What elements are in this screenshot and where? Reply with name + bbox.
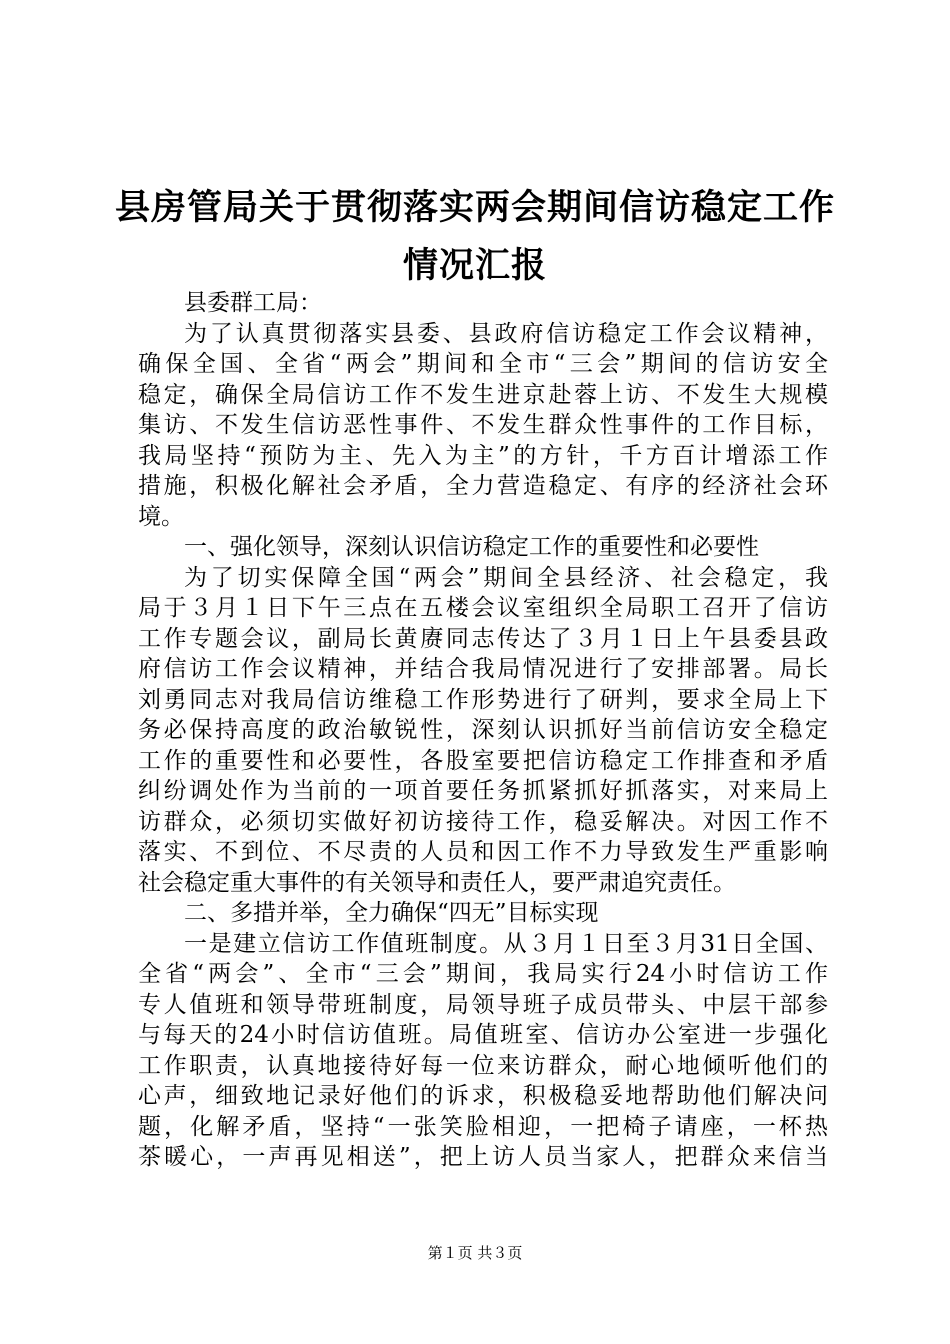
section-heading-2: 二、多措并举，全力确保“四无”目标实现 bbox=[184, 900, 599, 926]
body-line: 集访、不发生信访恶性事件、不发生群众性事件的工作目标， bbox=[138, 412, 828, 438]
salutation-line: 县委群工局： bbox=[184, 290, 322, 316]
body-line: 全省“两会”、全市“三会”期间，我局实行24小时信访工作 bbox=[138, 961, 828, 987]
page-footer: 第１页 共３页 bbox=[427, 1244, 523, 1262]
document-title-line-2: 情况汇报 bbox=[402, 245, 547, 286]
body-line: 工作职责，认真地接待好每一位来访群众，耐心地倾听他们的 bbox=[138, 1052, 828, 1079]
body-line: 工作专题会议，副局长黄赓同志传达了３月１日上午县委县政 bbox=[138, 625, 828, 652]
document-body bbox=[138, 288, 828, 1173]
body-line: 务必保持高度的政治敏锐性，深刻认识抓好当前信访安全稳定 bbox=[138, 717, 828, 743]
body-line: 与每天的24小时信访值班。局值班室、信访办公室进一步强化 bbox=[138, 1022, 828, 1048]
body-line: 为了切实保障全国“两会”期间全县经济、社会稳定，我 bbox=[184, 564, 828, 591]
body-line: 稳定，确保全局信访工作不发生进京赴蓉上访、不发生大规模 bbox=[138, 381, 828, 408]
body-line: 茶暖心，一声再见相送”，把上访人员当家人，把群众来信当 bbox=[138, 1144, 828, 1170]
body-line: 落实、不到位、不尽责的人员和因工作不力导致发生严重影响 bbox=[138, 839, 828, 865]
body-line: 局于３月１日下午三点在五楼会议室组织全局职工召开了信访 bbox=[138, 595, 828, 621]
body-line: 专人值班和领导带班制度，局领导班子成员带头、中层干部参 bbox=[138, 991, 828, 1018]
body-line: 题，化解矛盾，坚持“一张笑脸相迎，一把椅子请座，一杯热 bbox=[138, 1113, 828, 1140]
body-line: 社会稳定重大事件的有关领导和责任人，要严肃追究责任。 bbox=[138, 869, 736, 896]
document-title-line-1: 县房管局关于贯彻落实两会期间信访稳定工作 bbox=[114, 187, 835, 228]
body-line: 府信访工作会议精神，并结合我局情况进行了安排部署。局长 bbox=[138, 656, 828, 682]
body-line: 为了认真贯彻落实县委、县政府信访稳定工作会议精神， bbox=[184, 320, 828, 347]
body-line: 工作的重要性和必要性，各股室要把信访稳定工作排查和矛盾 bbox=[138, 747, 828, 774]
body-line: 确保全国、全省“两会”期间和全市“三会”期间的信访安全 bbox=[138, 351, 828, 377]
body-line: 刘勇同志对我局信访维稳工作形势进行了研判，要求全局上下 bbox=[138, 686, 828, 713]
body-line: 一是建立信访工作值班制度。从３月１日至３月31日全国、 bbox=[184, 930, 828, 957]
body-line: 境。 bbox=[138, 503, 184, 530]
body-line: 纠纷调处作为当前的一项首要任务抓紧抓好抓落实，对来局上 bbox=[138, 778, 828, 804]
body-line: 访群众，必须切实做好初访接待工作，稳妥解决。对因工作不 bbox=[138, 808, 828, 835]
body-line: 心声，细致地记录好他们的诉求，积极稳妥地帮助他们解决问 bbox=[138, 1083, 828, 1109]
body-line: 措施，积极化解社会矛盾，全力营造稳定、有序的经济社会环 bbox=[138, 473, 828, 499]
section-heading-1: 一、强化领导，深刻认识信访稳定工作的重要性和必要性 bbox=[184, 534, 759, 560]
body-line: 我局坚持“预防为主、先入为主”的方针，千方百计增添工作 bbox=[138, 442, 828, 469]
